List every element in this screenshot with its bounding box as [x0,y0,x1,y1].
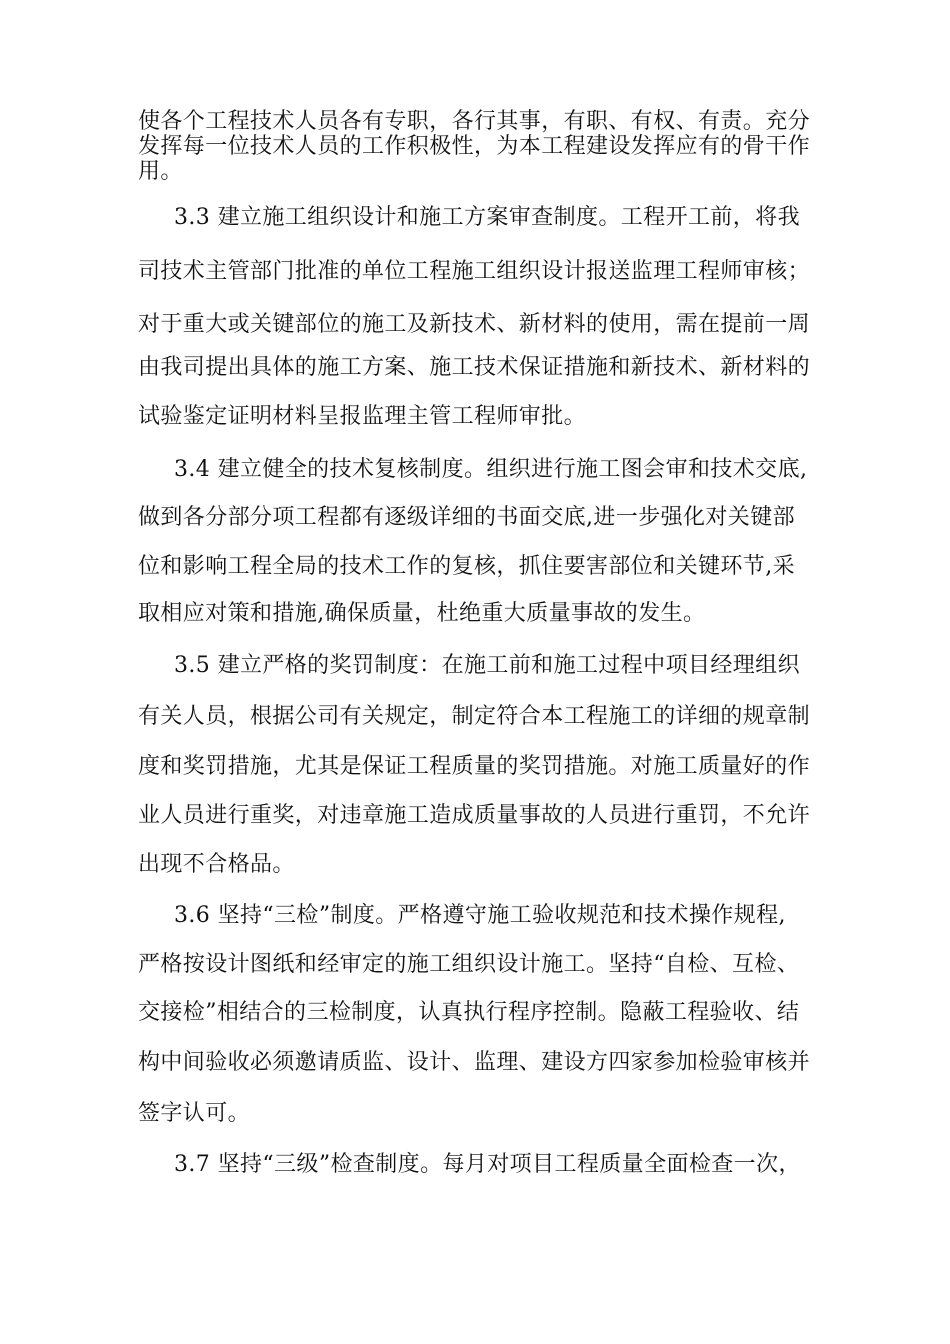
paragraph-line: 对于重大或关键部位的施工及新技术、新材料的使用，需在提前一周 [138,312,811,337]
section-3-7-heading-line: 3.7 坚持“三级”检查制度。每月对项目工程质量全面检查一次， [174,1152,801,1177]
paragraph-line: 试验鉴定证明材料呈报监理主管工程师审批。 [138,404,587,429]
paragraph-line: 业人员进行重奖，对违章施工造成质量事故的人员进行重罚，不允许 [138,803,811,828]
paragraph-line: 严格按设计图纸和经审定的施工组织设计施工。坚持“自检、互检、 [138,952,800,977]
section-3-4-heading-line: 3.4 建立健全的技术复核制度。组织进行施工图会审和技术交底, [174,457,808,482]
paragraph-line: 签字认可。 [138,1101,251,1126]
paragraph-line: 发挥每一位技术人员的工作积极性，为本工程建设发挥应有的骨干作 [138,134,811,159]
paragraph-line: 交接检”相结合的三检制度，认真执行程序控制。隐蔽工程验收、结 [138,1000,800,1025]
paragraph-line: 由我司提出具体的施工方案、施工技术保证措施和新技术、新材料的 [138,355,811,380]
paragraph-line: 用。 [138,159,183,184]
section-3-5-heading-line: 3.5 建立严格的奖罚制度：在施工前和施工过程中项目经理组织 [174,653,800,678]
paragraph-line: 司技术主管部门批准的单位工程施工组织设计报送监理工程师审核； [138,259,811,284]
paragraph-line: 使各个工程技术人员各有专职，各行其事，有职、有权、有责。充分 [138,109,811,134]
paragraph-line: 有关人员，根据公司有关规定，制定符合本工程施工的详细的规章制 [138,704,811,729]
paragraph-line: 出现不合格品。 [138,852,295,877]
paragraph-line: 度和奖罚措施，尤其是保证工程质量的奖罚措施。对施工质量好的作 [138,754,811,779]
paragraph-line: 构中间验收必须邀请质监、设计、监理、建设方四家参加检验审核并 [138,1050,811,1075]
section-3-3-heading-line: 3.3 建立施工组织设计和施工方案审查制度。工程开工前，将我 [174,205,800,230]
paragraph-line: 做到各分部分项工程都有逐级详细的书面交底,进一步强化对关键部 [138,505,795,530]
paragraph-line: 位和影响工程全局的技术工作的复核，抓住要害部位和关键环节,采 [138,554,795,579]
section-3-6-heading-line: 3.6 坚持“三检”制度。严格遵守施工验收规范和技术操作规程, [174,903,786,928]
paragraph-line: 取相应对策和措施,确保质量，杜绝重大质量事故的发生。 [138,601,706,626]
